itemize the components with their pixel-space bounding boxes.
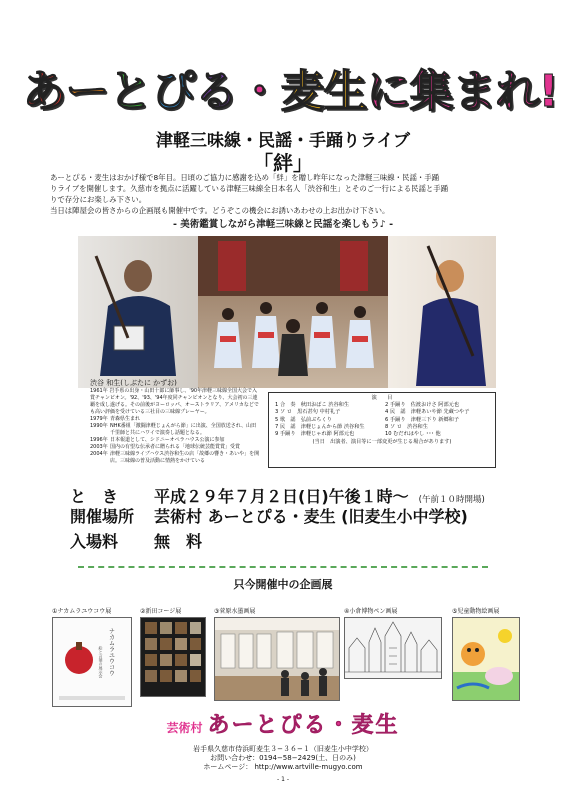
title-letter: ぴ xyxy=(151,66,195,117)
venue-label: 開催場所 xyxy=(70,507,135,526)
performer-bio: 1961年 岩手県の出身・山田十郎に師事し、'90年津軽三味線全国大会で入賞チャンピオン。'92、'93、'94年度同チャンピオンとなり、大会初の三連覇を成し遂げる。その前後がヨーロッパ、オーストラリア、アメリカなどでも高い評価を受けている三社目の三味線プレーヤー。 xyxy=(90,388,259,415)
exhibit-book-subtitle: 絵と言葉の展示会 xyxy=(98,646,104,678)
phone-text: お問い合わせ：0194−58−2429(土、日のみ) xyxy=(210,754,356,762)
exhibit-4 xyxy=(344,606,442,679)
section-divider xyxy=(78,566,488,568)
fee-value: 無 料 xyxy=(154,532,203,551)
exhibit-image-child-drawing xyxy=(452,617,520,701)
title-part: に xyxy=(366,66,410,117)
exhibit-caption: ④小倉博物ペン画展 xyxy=(344,608,398,615)
title-part: ・ xyxy=(237,66,281,117)
intro-text xyxy=(50,172,530,216)
intro-line: 当日は陣屋会の皆さからの企画展も開催中です。どうぞこの機会にお誘いあわせの上お出かけ下さい。 xyxy=(50,206,390,215)
program-item: 3 ソ ロ 黒石甚句 中村礼子 xyxy=(275,409,341,416)
homepage-label: ホームページ： xyxy=(203,763,253,771)
exhibit-heading: 只今開催中の企画展 xyxy=(233,578,333,591)
date-note: (午前１０時開場) xyxy=(418,495,485,505)
performer-profile xyxy=(90,380,260,465)
event-subtitle: 津軽三味線・民謡・手踊りライブ xyxy=(156,131,410,151)
event-name: 「絆」 xyxy=(253,151,313,175)
footer-brand xyxy=(0,708,566,739)
exhibit-1 xyxy=(52,606,132,707)
program-item: 9 手踊り 津軽じゃれ節 阿部元也 xyxy=(275,431,355,438)
page-title xyxy=(22,58,558,118)
exhibit-book-title: ナカムラユウコウ xyxy=(107,628,115,676)
intro-line: りライブを開催します。久慈市を拠点に活躍している津軽三味線全日本名人「渋谷和生」とそのご一行による民謡と手踊 xyxy=(50,184,449,193)
exhibit-caption: ②新田コージ展 xyxy=(140,608,182,615)
program-item: 6 手踊り 津軽三下り 新郷和子 xyxy=(385,416,460,423)
history-text: 青森県生まれ xyxy=(110,416,141,422)
intro-line: あーとぴる・麦生はおかげ様で8年目。日頃のご協力に感謝を込め「絆」を贈し昨年になった津軽三味線・民謡・手踊 xyxy=(50,173,440,182)
exhibit-2 xyxy=(140,606,206,697)
fee-row xyxy=(70,529,202,552)
program-list xyxy=(275,402,489,438)
title-letter: る xyxy=(194,66,238,117)
history-year: 2004年 xyxy=(90,451,108,457)
history-row xyxy=(90,451,260,465)
history-text: NHK番組「激闘津軽じょんがら節」に出演、全国放送され、山田千里師と共にハワイで演奏し話題となる。 xyxy=(110,423,257,436)
exhibit-image-gallery xyxy=(214,617,340,701)
venue-value: 芸術村 あーとぴる・麦生 (旧麦生小中学校) xyxy=(154,507,468,526)
program-item: 10 むだれはやし ･･･ 他 xyxy=(385,431,441,438)
performance-photo-image xyxy=(78,236,496,388)
history-row xyxy=(90,444,260,451)
history-year: 1979年 xyxy=(90,416,108,422)
title-part: 麦生 xyxy=(280,66,367,117)
homepage-link[interactable]: http://www.artville-mugyo.com xyxy=(254,763,363,771)
program-box xyxy=(268,392,496,468)
exhibit-caption: ①ナカムラユウコウ展 xyxy=(52,608,112,615)
program-item: 7 民 謡 津軽じょんから節 渋谷和生 xyxy=(275,423,365,430)
history-year: 2003年 xyxy=(90,444,108,450)
date-value: 平成２９年７月２日(日)午後１時～ xyxy=(154,487,409,506)
tagline-banner: - 美術鑑賞しながら津軽三味線と民謡を楽しもう♪ - xyxy=(172,219,394,230)
program-item: 5 歌 謡 弘前ぶちくり xyxy=(275,416,332,423)
address-text: 岩手県久慈市侍浜町麦生３−３６−１（旧麦生小中学校） xyxy=(193,745,373,753)
exhibit-3 xyxy=(214,606,340,701)
title-letter: ー xyxy=(65,66,109,117)
title-letter: と xyxy=(108,66,152,117)
performance-photo xyxy=(78,236,496,388)
contact-block xyxy=(0,745,566,772)
venue-row xyxy=(70,504,468,527)
performer-history xyxy=(90,416,260,465)
program-note: (当日 出演者、演目等に一部変更が生じる場合があります) xyxy=(312,439,452,446)
history-text: 津軽三味線ライブハウス渋谷和生の店「故郷の響き・あいや」を開店。三味線の普及活動に情熱をかけている xyxy=(110,451,260,464)
footer-brand-name: あーとぴる・麦生 xyxy=(207,713,400,738)
title-part: 集まれ! xyxy=(409,66,558,117)
exhibit-caption: ⑤児童動物絵画展 xyxy=(452,608,500,615)
exhibit-caption: ③菅原水墨画展 xyxy=(214,608,256,615)
program-item: 8 ソ ロ 渋谷和生 xyxy=(385,423,428,430)
footer-brand-prefix: 芸術村 xyxy=(166,721,203,735)
exhibit-5 xyxy=(452,606,520,701)
date-label: と き xyxy=(70,487,119,506)
history-row xyxy=(90,437,260,444)
history-row xyxy=(90,423,260,437)
exhibit-image-book xyxy=(52,617,132,707)
history-row xyxy=(90,416,260,423)
title-letter: あ xyxy=(22,66,66,117)
fee-label: 入場料 xyxy=(70,532,119,551)
program-item: 1 合 奏 秋田おばこ 渋谷和生 xyxy=(275,402,350,409)
history-text: 国内の有望な伝承者に贈られる「地球伝統芸能賞賞」受賞 xyxy=(110,444,241,450)
performer-name: 渋谷 和生(しぶたに かずお) xyxy=(90,379,177,387)
program-item: 2 手踊り 佐渡おけさ 阿部元也 xyxy=(385,402,460,409)
history-year: 1996年 xyxy=(90,437,108,443)
page-number: - 1 - xyxy=(277,776,289,783)
program-heading: 演 目 xyxy=(371,395,393,401)
homepage-row xyxy=(0,763,566,772)
intro-line: りで存分にお楽しみ下さい。 xyxy=(50,195,147,204)
history-text: 日本報道として、シドニーオペラハウス公演に参加 xyxy=(110,437,225,443)
program-item: 4 民 謡 津軽あいや節 先蔵つや子 xyxy=(385,409,470,416)
exhibit-image-collage xyxy=(140,617,206,697)
exhibit-image-pen-drawing xyxy=(344,617,442,679)
history-year: 1990年 xyxy=(90,423,108,429)
